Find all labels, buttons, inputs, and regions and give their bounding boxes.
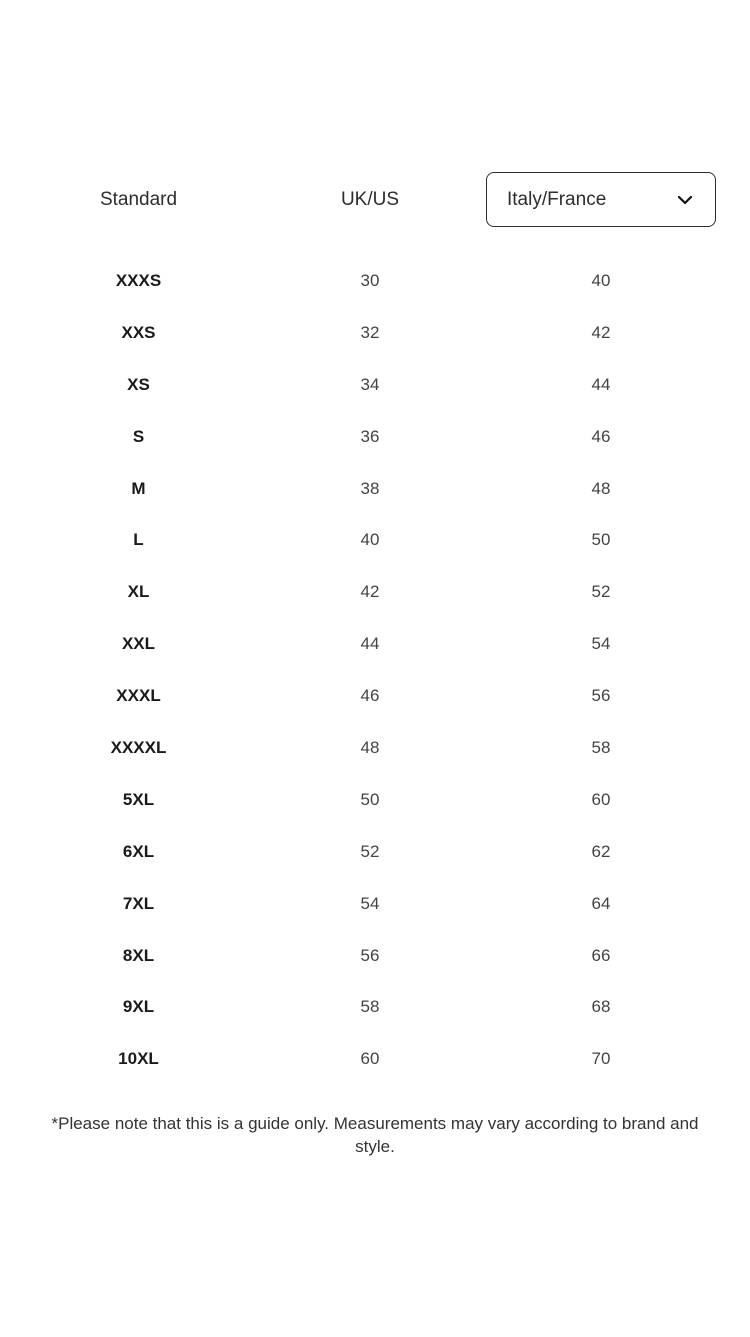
- cell-uk-us: 46: [360, 686, 380, 706]
- cell-uk-us: 52: [360, 841, 380, 861]
- cell-uk-us: 36: [360, 426, 380, 446]
- column-header-uk-us: UK/US: [340, 189, 400, 210]
- cell-uk-us: 44: [360, 634, 380, 654]
- cell-uk-us: 56: [360, 945, 380, 965]
- table-row: [0, 878, 750, 930]
- cell-standard: XXXL: [116, 686, 161, 706]
- cell-uk-us: 32: [360, 322, 380, 342]
- cell-standard: L: [133, 530, 144, 550]
- cell-standard: 7XL: [122, 893, 155, 913]
- size-table-body: [0, 255, 750, 1085]
- cell-standard: XXXS: [115, 271, 162, 290]
- size-table-header: [0, 172, 750, 227]
- cell-region: 56: [591, 686, 611, 706]
- table-row: [0, 670, 750, 722]
- region-select-value: Italy/France: [507, 189, 607, 210]
- table-row: [0, 359, 750, 411]
- cell-standard: 8XL: [122, 945, 155, 965]
- cell-uk-us: 58: [360, 997, 380, 1017]
- table-row: [0, 774, 750, 826]
- cell-region: 54: [591, 634, 611, 654]
- cell-standard: 9XL: [122, 997, 155, 1017]
- cell-standard: XXXXL: [110, 738, 167, 758]
- cell-uk-us: 48: [360, 738, 380, 758]
- region-select-dropdown[interactable]: [486, 172, 716, 227]
- column-header-standard: Standard: [99, 189, 178, 210]
- cell-region: 62: [591, 841, 611, 861]
- cell-uk-us: 30: [360, 271, 380, 290]
- table-row: [0, 1033, 750, 1085]
- size-guide-disclaimer: *Please note that this is a guide only. Measurements may vary according to brand and style.: [51, 1114, 699, 1156]
- cell-region: 66: [591, 945, 611, 965]
- cell-standard: S: [132, 426, 145, 446]
- table-row: [0, 307, 750, 359]
- cell-standard: XL: [127, 582, 150, 602]
- cell-region: 44: [591, 374, 611, 394]
- cell-region: 48: [591, 478, 611, 498]
- cell-standard: XXS: [121, 322, 156, 342]
- cell-region: 50: [591, 530, 611, 550]
- table-row: [0, 826, 750, 878]
- cell-uk-us: 34: [360, 374, 380, 394]
- table-row: [0, 411, 750, 463]
- cell-region: 40: [591, 271, 611, 290]
- chevron-down-icon: [677, 192, 693, 208]
- cell-uk-us: 38: [360, 478, 380, 498]
- cell-region: 70: [591, 1049, 611, 1069]
- table-row: [0, 255, 750, 307]
- cell-region: 46: [591, 426, 611, 446]
- cell-region: 52: [591, 582, 611, 602]
- table-row: [0, 618, 750, 670]
- cell-uk-us: 40: [360, 530, 380, 550]
- cell-region: 60: [591, 789, 611, 809]
- table-row: [0, 930, 750, 982]
- table-row: [0, 981, 750, 1033]
- table-row: [0, 463, 750, 515]
- cell-standard: XS: [127, 374, 150, 394]
- cell-standard: M: [131, 478, 146, 498]
- cell-standard: 10XL: [118, 1049, 159, 1069]
- cell-uk-us: 60: [360, 1049, 380, 1069]
- table-row: [0, 566, 750, 618]
- cell-region: 58: [591, 738, 611, 758]
- table-row: [0, 722, 750, 774]
- cell-region: 68: [591, 997, 611, 1017]
- table-row: [0, 514, 750, 566]
- cell-standard: XXL: [121, 634, 156, 654]
- cell-region: 42: [591, 322, 611, 342]
- cell-uk-us: 54: [360, 893, 380, 913]
- cell-standard: 5XL: [122, 789, 155, 809]
- cell-uk-us: 50: [360, 789, 380, 809]
- cell-uk-us: 42: [360, 582, 380, 602]
- cell-region: 64: [591, 893, 611, 913]
- cell-standard: 6XL: [122, 841, 155, 861]
